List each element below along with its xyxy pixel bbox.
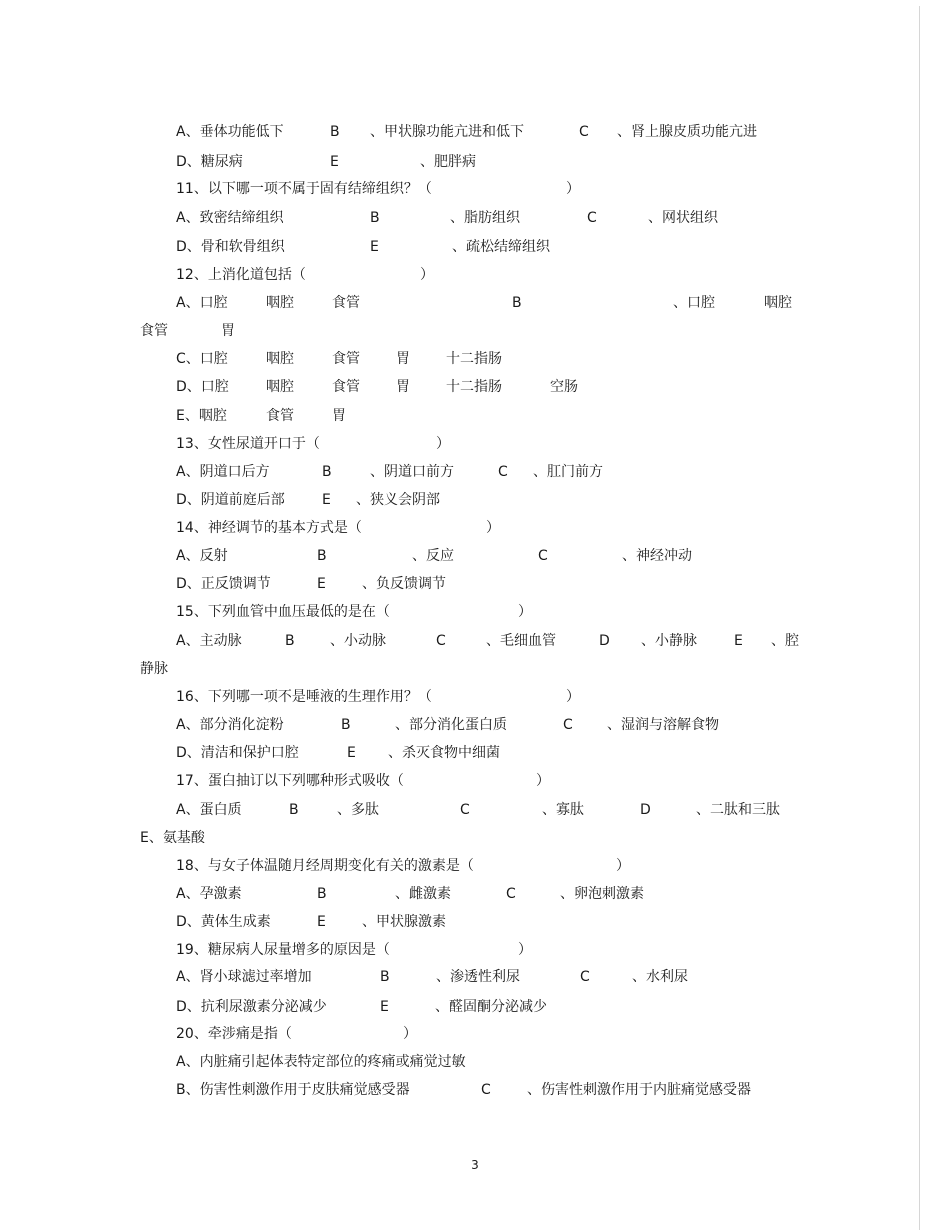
text-segment: E: [734, 633, 743, 649]
text-segment: ）: [518, 942, 532, 958]
text-segment: C: [580, 969, 590, 985]
text-segment: 、小静脉: [641, 633, 697, 649]
text-line: [0, 376, 950, 398]
text-line: [0, 489, 950, 511]
text-segment: B: [317, 548, 327, 564]
text-segment: A、内脏痛引起体表特定部位的疼痛或痛觉过敏: [176, 1054, 466, 1070]
text-line: [0, 630, 950, 652]
text-segment: ）: [566, 181, 580, 197]
text-segment: D、清洁和保护口腔: [176, 745, 299, 761]
text-line: [0, 855, 950, 877]
text-segment: 咽腔: [266, 379, 294, 395]
text-segment: 18、与女子体温随月经周期变化有关的激素是（: [176, 858, 474, 874]
text-segment: C: [563, 717, 573, 733]
text-segment: D、阴道前庭后部: [176, 492, 285, 508]
text-segment: E: [317, 576, 326, 592]
text-line: [0, 714, 950, 736]
text-segment: ）: [536, 773, 550, 789]
text-segment: 、反应: [412, 548, 454, 564]
text-line: [0, 1079, 950, 1101]
text-line: [0, 348, 950, 370]
text-segment: 20、牵涉痛是指（: [176, 1026, 292, 1042]
text-segment: 咽腔: [266, 295, 294, 311]
text-segment: D、骨和软骨组织: [176, 239, 285, 255]
text-segment: 食管: [332, 379, 360, 395]
text-segment: ）: [518, 604, 532, 620]
text-segment: 、狭义会阴部: [356, 492, 440, 508]
text-segment: E: [317, 914, 326, 930]
text-segment: D: [640, 802, 651, 818]
text-segment: 、负反馈调节: [362, 576, 446, 592]
text-segment: ）: [566, 689, 580, 705]
text-segment: ）: [420, 267, 434, 283]
text-segment: B、伤害性刺激作用于皮肤痛觉感受器: [176, 1082, 410, 1098]
text-segment: 、部分消化蛋白质: [395, 717, 507, 733]
text-segment: 、卵泡刺激素: [560, 886, 644, 902]
text-line: [0, 433, 950, 455]
text-segment: 食管: [332, 351, 360, 367]
text-segment: A、阴道口后方: [176, 464, 270, 480]
text-segment: 咽腔: [764, 295, 792, 311]
text-line: [0, 545, 950, 567]
text-segment: A、反射: [176, 548, 228, 564]
text-segment: 胃: [396, 351, 410, 367]
text-line: [0, 883, 950, 905]
text-line: [0, 742, 950, 764]
text-line: [0, 966, 950, 988]
text-line: [0, 236, 950, 258]
text-segment: E: [380, 999, 389, 1015]
text-line: [0, 517, 950, 539]
text-segment: 、肥胖病: [420, 154, 476, 170]
text-segment: 空肠: [550, 379, 578, 395]
text-segment: 胃: [221, 323, 235, 339]
text-line: [0, 292, 950, 314]
text-line: [0, 573, 950, 595]
text-segment: D: [599, 633, 610, 649]
text-segment: E: [322, 492, 331, 508]
text-segment: ）: [616, 858, 630, 874]
text-segment: B: [322, 464, 332, 480]
text-segment: D、抗利尿激素分泌减少: [176, 999, 327, 1015]
text-segment: 、肛门前方: [533, 464, 603, 480]
text-segment: 、伤害性刺激作用于内脏痛觉感受器: [527, 1082, 751, 1098]
text-segment: 17、蛋白抽订以下列哪种形式吸收（: [176, 773, 404, 789]
text-line: [0, 1051, 950, 1073]
text-segment: E、氨基酸: [140, 830, 205, 846]
text-segment: ）: [486, 520, 500, 536]
text-segment: 15、下列血管中血压最低的是在（: [176, 604, 390, 620]
text-segment: D、口腔: [176, 379, 229, 395]
text-segment: 、多肽: [337, 802, 379, 818]
text-segment: A、垂体功能低下: [176, 124, 284, 140]
text-line: [0, 264, 950, 286]
text-segment: A、致密结缔组织: [176, 210, 284, 226]
text-segment: A、主动脉: [176, 633, 242, 649]
text-segment: 咽腔: [266, 351, 294, 367]
text-segment: 、脂肪组织: [450, 210, 520, 226]
text-segment: 13、女性尿道开口于（: [176, 436, 320, 452]
text-segment: C: [481, 1082, 491, 1098]
text-line: [0, 121, 950, 143]
text-line: [0, 827, 950, 849]
text-segment: 12、上消化道包括（: [176, 267, 306, 283]
text-segment: 、渗透性利尿: [436, 969, 520, 985]
text-segment: A、肾小球滤过率增加: [176, 969, 312, 985]
text-segment: B: [380, 969, 390, 985]
text-segment: A、蛋白质: [176, 802, 242, 818]
text-segment: 、醛固酮分泌减少: [435, 999, 547, 1015]
text-segment: 、甲状腺功能亢进和低下: [370, 124, 524, 140]
text-segment: D、黄体生成素: [176, 914, 271, 930]
text-segment: 、神经冲动: [622, 548, 692, 564]
text-line: [0, 178, 950, 200]
text-line: [0, 405, 950, 427]
text-segment: 十二指肠: [446, 379, 502, 395]
text-line: [0, 461, 950, 483]
text-segment: B: [317, 886, 327, 902]
text-line: [0, 799, 950, 821]
text-line: [0, 770, 950, 792]
text-segment: C: [506, 886, 516, 902]
text-segment: 、寡肽: [542, 802, 584, 818]
text-segment: D、正反馈调节: [176, 576, 271, 592]
text-segment: C: [498, 464, 508, 480]
text-segment: ）: [403, 1026, 417, 1042]
text-segment: C、口腔: [176, 351, 228, 367]
text-segment: E: [347, 745, 356, 761]
text-segment: 、甲状腺激素: [362, 914, 446, 930]
text-segment: 静脉: [140, 661, 168, 677]
text-segment: 、阴道口前方: [370, 464, 454, 480]
text-segment: 、二肽和三肽: [696, 802, 780, 818]
text-segment: 、湿润与溶解食物: [607, 717, 719, 733]
text-segment: 、肾上腺皮质功能亢进: [617, 124, 757, 140]
text-line: [0, 207, 950, 229]
text-segment: 、毛细血管: [486, 633, 556, 649]
text-segment: C: [538, 548, 548, 564]
text-segment: A、口腔: [176, 295, 228, 311]
text-segment: 11、以下哪一项不属于固有结缔组织？（: [176, 181, 432, 197]
text-segment: B: [289, 802, 299, 818]
text-segment: C: [587, 210, 597, 226]
text-line: [0, 320, 950, 342]
text-segment: B: [512, 295, 522, 311]
text-segment: 、网状组织: [648, 210, 718, 226]
text-segment: B: [370, 210, 380, 226]
text-line: [0, 151, 950, 173]
text-line: [0, 939, 950, 961]
text-segment: B: [341, 717, 351, 733]
text-segment: E: [330, 154, 339, 170]
text-segment: 食管: [332, 295, 360, 311]
text-segment: D、糖尿病: [176, 154, 243, 170]
text-segment: 、杀灭食物中细菌: [388, 745, 500, 761]
text-segment: 14、神经调节的基本方式是（: [176, 520, 362, 536]
text-segment: 胃: [332, 408, 346, 424]
text-segment: B: [330, 124, 340, 140]
text-segment: A、部分消化淀粉: [176, 717, 284, 733]
text-segment: 食管: [266, 408, 294, 424]
text-segment: E: [370, 239, 379, 255]
text-segment: 、疏松结缔组织: [452, 239, 550, 255]
text-line: [0, 686, 950, 708]
text-segment: 、腔: [771, 633, 799, 649]
text-segment: ）: [436, 436, 450, 452]
text-segment: 、小动脉: [330, 633, 386, 649]
text-segment: 、水利尿: [632, 969, 688, 985]
text-segment: 十二指肠: [446, 351, 502, 367]
text-segment: 、雌激素: [395, 886, 451, 902]
text-segment: C: [579, 124, 589, 140]
text-segment: 胃: [396, 379, 410, 395]
text-segment: 食管: [140, 323, 168, 339]
text-line: [0, 1023, 950, 1045]
text-line: [0, 601, 950, 623]
text-segment: C: [460, 802, 470, 818]
text-segment: C: [436, 633, 446, 649]
text-segment: A、孕激素: [176, 886, 242, 902]
text-line: [0, 996, 950, 1018]
text-segment: 16、下列哪一项不是唾液的生理作用？（: [176, 689, 432, 705]
text-segment: 19、糖尿病人尿量增多的原因是（: [176, 942, 390, 958]
page-number: 3: [471, 1158, 479, 1172]
text-segment: 、口腔: [673, 295, 715, 311]
text-segment: B: [285, 633, 295, 649]
text-line: [0, 658, 950, 680]
text-segment: E、咽腔: [176, 408, 227, 424]
text-line: [0, 911, 950, 933]
